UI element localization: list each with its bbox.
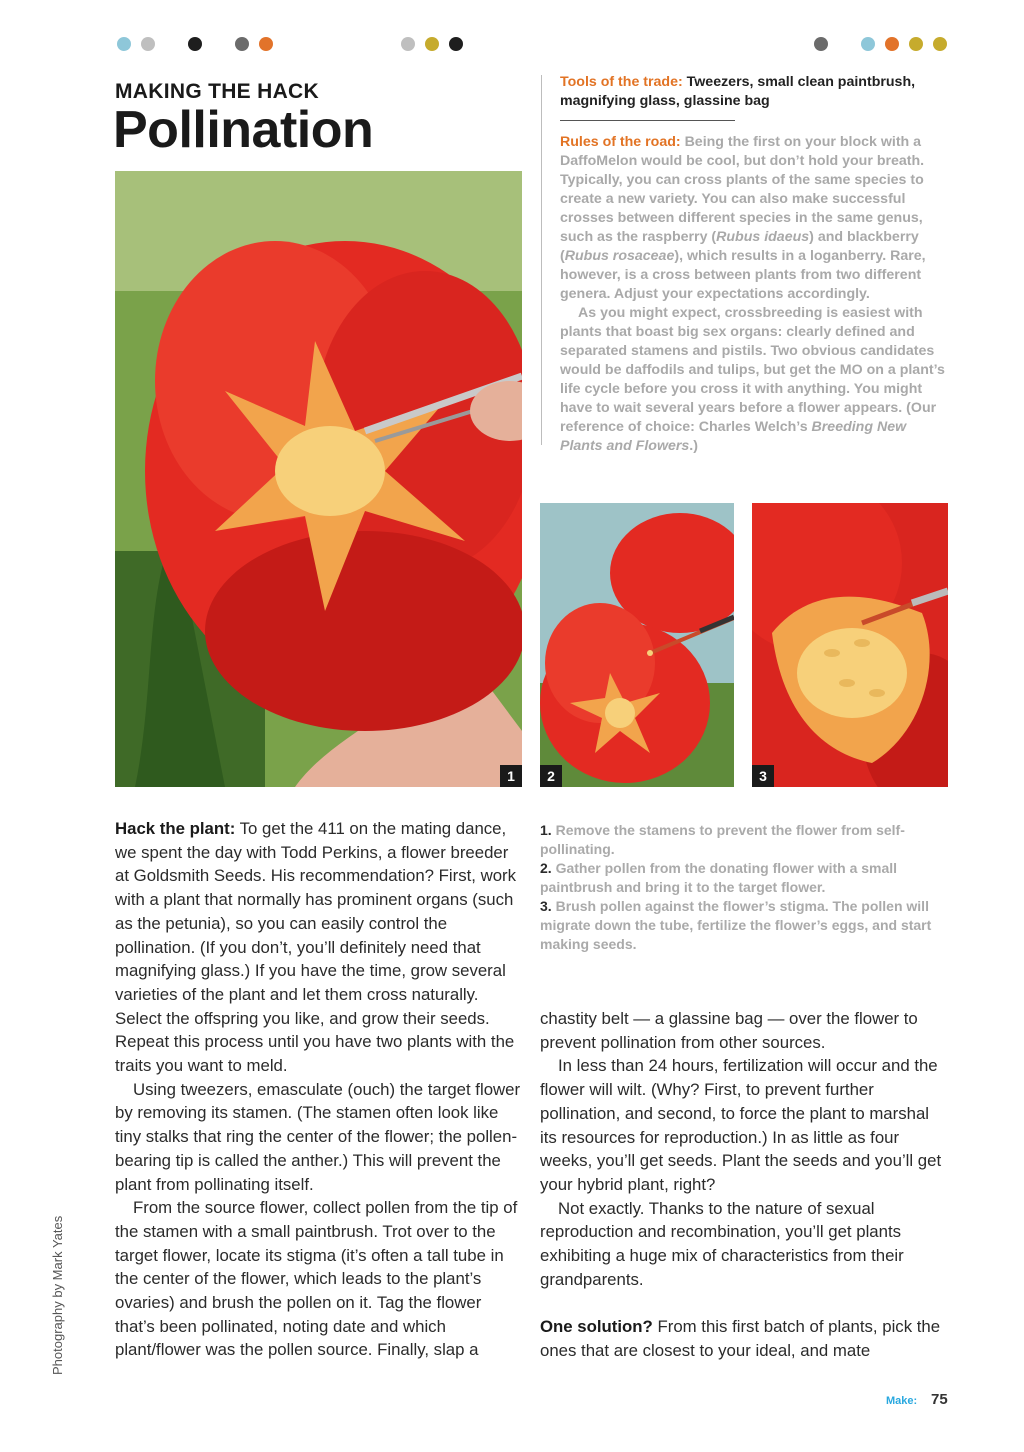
decor-dot xyxy=(117,37,131,51)
body-column-right xyxy=(540,1007,945,1363)
caption-number: 1. xyxy=(540,822,552,838)
decor-dot xyxy=(449,37,463,51)
decor-dot xyxy=(814,37,828,51)
body-paragraph xyxy=(115,817,522,1078)
decor-dot xyxy=(885,37,899,51)
sidebar-rule xyxy=(541,75,542,445)
photo-1-illustration xyxy=(115,171,522,787)
page-number: 75 xyxy=(931,1391,948,1408)
caption-text: Remove the stamens to prevent the flower from self-pollinating. xyxy=(540,822,905,857)
species-name: Rubus idaeus xyxy=(716,229,810,245)
rules-of-road xyxy=(560,133,950,456)
caption-text: Brush pollen against the flower’s stigma. The pollen will migrate down the tube, fertilize the flower’s eggs, and start making seeds. xyxy=(540,898,932,952)
photo-number-2: 2 xyxy=(540,765,562,787)
photo-3-illustration xyxy=(752,503,948,787)
body-column-left xyxy=(115,817,522,1362)
decor-dot xyxy=(909,37,923,51)
photo-paintbrush-tulip xyxy=(540,503,734,787)
lead-label: Hack the plant: xyxy=(115,819,236,838)
body-paragraph xyxy=(540,1315,945,1362)
caption-item xyxy=(540,821,940,859)
tools-of-trade xyxy=(560,73,950,111)
species-name: Rubus rosaceae xyxy=(564,248,675,264)
decor-dot xyxy=(235,37,249,51)
caption-number: 2. xyxy=(540,860,552,876)
decor-dot xyxy=(141,37,155,51)
tools-label: Tools of the trade: xyxy=(560,74,683,90)
caption-item xyxy=(540,897,940,954)
decor-dot xyxy=(861,37,875,51)
sidebar xyxy=(560,73,950,456)
photo-credit: Photography by Mark Yates xyxy=(50,1215,65,1375)
body-paragraph: chastity belt — a glassine bag — over the flower to prevent pollination from other sources. xyxy=(540,1009,918,1052)
rules-text: ), which results in a loganberry. Rare, however, is a cross between plants from two different genera. Adjust your expectations accordingly. xyxy=(560,248,926,302)
photo-number-1: 1 xyxy=(500,765,522,787)
body-text: To get the 411 on the mating dance, we spent the day with Todd Perkins, a flower breeder at Goldsmith Seeds. His recommendation? First, work with a plant that normally has prominent organs (such as the petunia), so you can easily control the pollination. (If you don’t, you’ll definitely need that magnifying glass.) If you have the time, grow several varieties of the plant and let them cross naturally. Select the offspring you like, and grow their seeds. Repeat this process until you have two plants with the traits you want to meld. xyxy=(115,819,517,1076)
decor-dot xyxy=(425,37,439,51)
page-title: Pollination xyxy=(113,101,374,159)
photo-pollen-stigma xyxy=(752,503,948,787)
book-title: Breeding New Plants and Flowers xyxy=(560,419,907,454)
rules-text: ) and blackberry ( xyxy=(560,229,919,264)
body-paragraph: In less than 24 hours, fertilization will occur and the flower will wilt. (Why? First, to prevent further pollination, and second, to force the plant to marshal its resources for reproduction.) In as little as four weeks, you’ll get seeds. Plant the seeds and you’ll get your hybrid plant, right? xyxy=(540,1056,942,1194)
photo-tweezers-tulip xyxy=(115,171,522,787)
solution-label: One solution? xyxy=(540,1317,653,1337)
section-kicker: MAKING THE HACK xyxy=(115,80,319,103)
rules-label: Rules of the road: xyxy=(560,134,681,150)
body-paragraph: Using tweezers, emasculate (ouch) the target flower by removing its stamen. (The stamen often look like tiny stalks that ring the center of the flower; the pollen-bearing tip is called the anther.) This will prevent the plant from pollinating itself. xyxy=(115,1079,521,1194)
caption-item xyxy=(540,859,940,897)
decor-dot xyxy=(401,37,415,51)
tools-text: Tweezers, small clean paintbrush, magnifying glass, glassine bag xyxy=(560,74,916,109)
body-paragraph: From the source flower, collect pollen from the tip of the stamen with a small paintbrush. Trot over to the target flower, locate its stigma (it’s often a tall tube in the center of the flower, which leads to the plant’s ovaries) and brush the pollen on it. Tag the flower that’s been pollinated, noting date and which plant/flower was the pollen source. Finally, slap a xyxy=(115,1198,518,1360)
decor-dot xyxy=(188,37,202,51)
caption-text: Gather pollen from the donating flower with a small paintbrush and bring it to the target flower. xyxy=(540,860,898,895)
photo-2-illustration xyxy=(540,503,734,787)
sidebar-divider xyxy=(560,120,735,121)
photo-captions xyxy=(540,821,940,954)
rules-text: .) xyxy=(689,438,698,454)
decor-dot xyxy=(259,37,273,51)
magazine-brand: Make: xyxy=(886,1395,918,1407)
body-text: From this first batch of plants, pick the ones that are closest to your ideal, and mate xyxy=(540,1317,941,1360)
rules-text: Being the first on your block with a DaffoMelon would be cool, but don’t hold your breath. Typically, you can cross plants of the same species to create a new variety. You can also make successful crosses between different species in the same genus, such as the raspberry ( xyxy=(560,134,925,245)
rules-text: As you might expect, crossbreeding is easiest with plants that boast big sex organs: clearly defined and separated stamens and pistils. Two obvious candidates would be daffodils and tulips, but get the MO on a plant’s life cycle before you cross it with anything. You might have to wait several years before a flower appears. (Our reference of choice: Charles Welch’s xyxy=(560,305,945,435)
decor-dot xyxy=(933,37,947,51)
photo-number-3: 3 xyxy=(752,765,774,787)
body-paragraph: Not exactly. Thanks to the nature of sexual reproduction and recombination, you’ll get plants exhibiting a huge mix of characteristics from their grandparents. xyxy=(540,1198,904,1289)
caption-number: 3. xyxy=(540,898,552,914)
